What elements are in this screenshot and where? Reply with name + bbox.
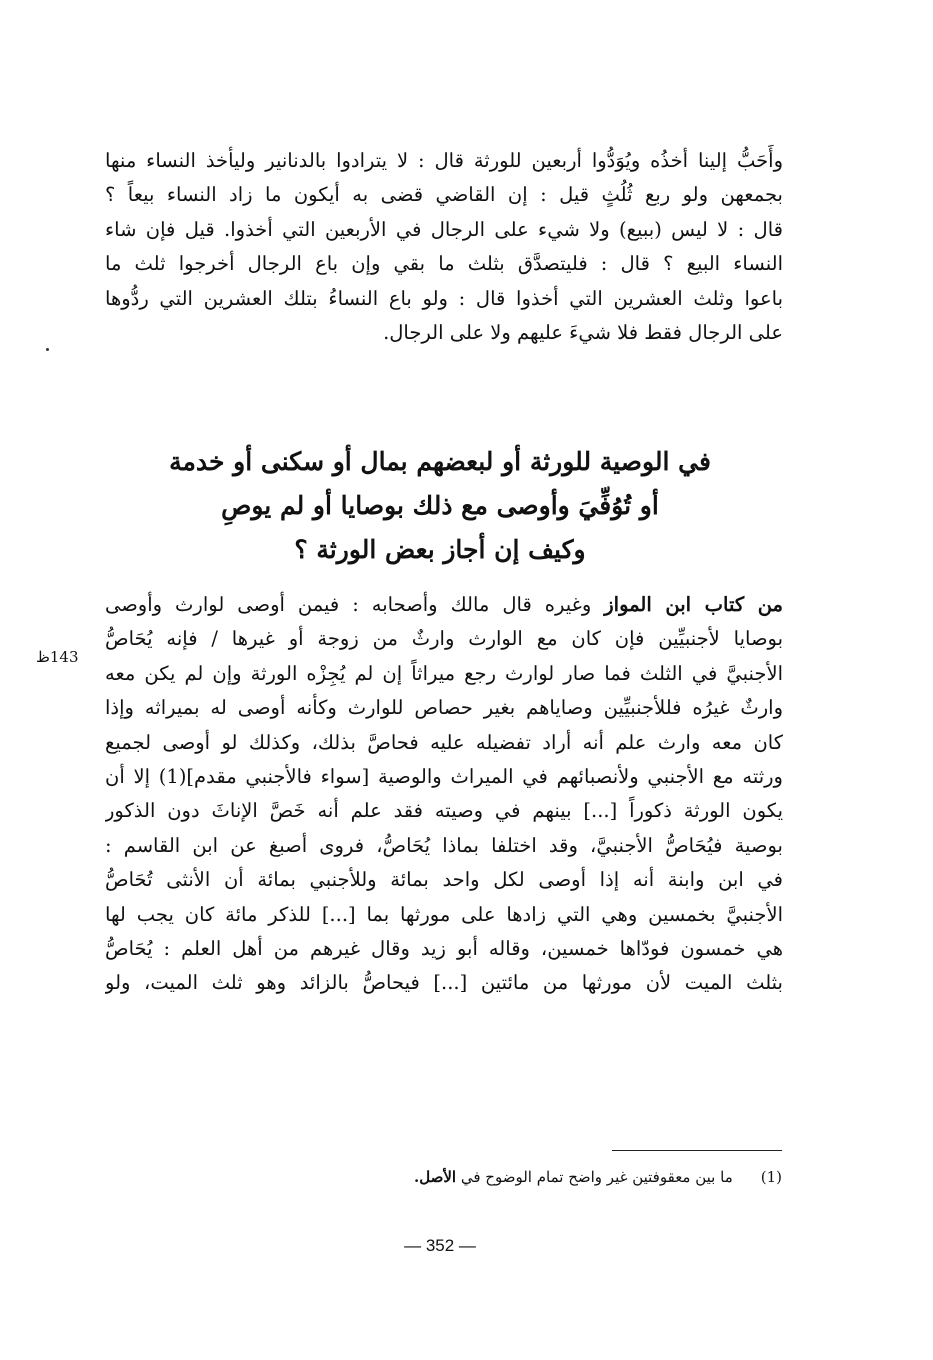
footnote-separator — [612, 1150, 782, 1151]
text-line: الأجنبيَّ بخمسين وهي التي زادها على مورثها بما [...] للذكر مائة كان يجب لها — [105, 902, 783, 926]
folio-margin-note: 143ظ — [36, 648, 79, 666]
text-line: يكون الورثة ذكوراً [...] بينهم في وصيته فقد علم أنه خَصَّ الإناثَ دون الذكور — [105, 799, 783, 823]
text-line-first — [105, 588, 783, 622]
footnote — [300, 1168, 782, 1186]
text-line: وارثٌ غيرُه فللأجنبيِّين وصاياهم بغير حصاص للوارث وكأنه أوصى له بميراثه وإذا — [105, 696, 783, 720]
text-line: ورثته مع الأجنبي ولأنصبائهم في الميراث والوصية [سواء فالأجنبي مقدم](1) إلا أن — [105, 765, 783, 789]
text-run: وغيره قال مالك وأصحابه : فيمن أوصى لوارث وأوصى — [105, 593, 605, 616]
source-citation: من كتاب ابن المواز — [604, 593, 783, 616]
text-line: الأجنبيَّ في الثلث فما صار لوارث رجع ميراثاً إن لم يُجِزْه الورثة وإن لم يكن معه — [105, 661, 783, 685]
main-paragraph — [105, 588, 783, 1001]
text-line: باعوا وثلث العشرين التي أخذوا قال : ولو باع النساءُ بتلك العشرين التي ردُّوها — [105, 286, 783, 310]
footnote-bold: الأصل. — [414, 1168, 457, 1186]
heading-line: أو تُوُفِّيَ وأوصى مع ذلك بوصايا أو لم يوصِ — [221, 491, 659, 520]
text-line: هي خمسون فودّاها خمسين، وقاله أبو زيد وقال غيرهم من أهل العلم : يُحَاصُّ — [105, 937, 783, 961]
text-line: على الرجال فقط فلا شيءَ عليهم ولا على الرجال. — [383, 321, 783, 345]
text-line: بجمعهن ولو ربع ثُلُثٍ قيل : إن القاضي قضى به أيكون ما زاد النساء بيعاً ؟ — [105, 183, 783, 207]
text-line: بوصية فيُحَاصُّ الأجنبيَّ، وقد اختلفا بماذا يُحَاصُّ، فروى أصبغ عن ابن القاسم : — [105, 833, 783, 857]
page-number: — 352 — — [404, 1236, 476, 1255]
text-line: بثلث الميت لأن مورثها من مائتين [...] فيحاصُّ بالزائد وهو ثلث الميت، ولو — [105, 971, 783, 995]
top-paragraph — [105, 144, 783, 350]
text-line: وأَحَبُّ إلينا أخذُه ويُوَدُّوا أربعين للورثة قال : لا يترادوا بالدنانير وليأخذ النساء منها — [105, 149, 783, 172]
text-line: بوصايا لأجنبيِّين فإن كان مع الوارث وارثٌ من زوجة أو غيرها / فإنه يُحَاصُّ — [105, 627, 783, 651]
footnote-number: (1) — [760, 1168, 782, 1186]
margin-dot — [46, 348, 49, 351]
section-heading — [150, 440, 730, 572]
text-line: كان معه وارث علم أنه أراد تفضيله عليه فحاصَّ بذلك، وكذلك لو أوصى لجميع — [105, 730, 783, 754]
heading-line: وكيف إن أجاز بعض الورثة ؟ — [294, 535, 586, 564]
footnote-text: ما بين معقوفتين غير واضح تمام الوضوح في — [456, 1168, 733, 1186]
text-line: في ابن وابنة أنه إذا أوصى لكل واحد بمائة وللأجنبي بمائة أن الأنثى تُحَاصُّ — [105, 868, 783, 892]
heading-line: في الوصية للورثة أو لبعضهم بمال أو سكنى أو خدمة — [169, 447, 711, 476]
text-line: قال : لا ليس (ببيع) ولا شيء على الرجال في الأربعين التي أخذوا. قيل فإن شاء — [105, 217, 783, 241]
text-line: النساء البيع ؟ قال : فليتصدَّق بثلث ما بقي وإن باع الرجال أخرجوا ثلث ما — [105, 252, 783, 276]
